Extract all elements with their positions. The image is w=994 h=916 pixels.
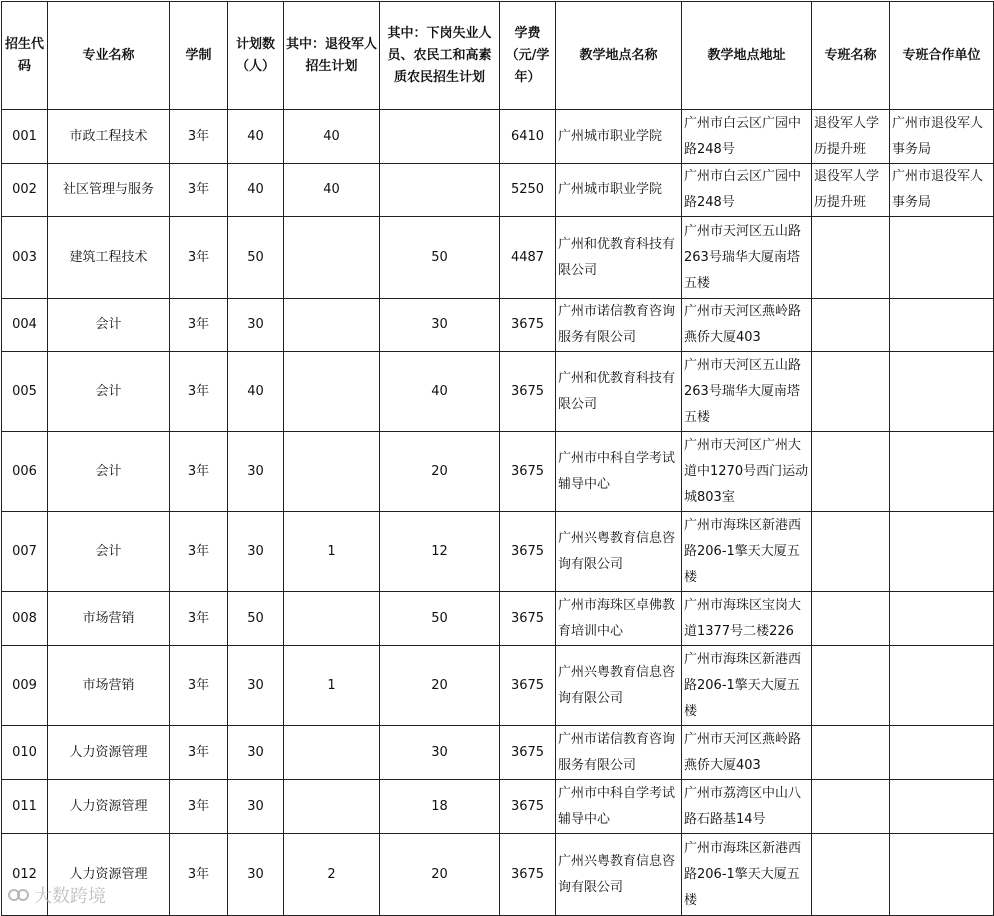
header-laid-off: 其中：下岗失业人员、农民工和高素质农民招生计划 [380,2,500,110]
cell-tuition: 3675 [500,432,556,512]
cell-veterans: 1 [284,512,380,592]
cell-veterans [284,780,380,834]
cell-laid-off: 20 [380,646,500,726]
cell-code: 003 [2,217,48,299]
cell-major: 人力资源管理 [48,834,170,916]
header-site-name: 教学地点名称 [556,2,682,110]
cell-veterans [284,299,380,352]
cell-veterans [284,726,380,780]
cell-duration: 3年 [170,512,228,592]
cell-duration: 3年 [170,646,228,726]
cell-site-addr: 广州市海珠区新港西路206-1擎天大厦五楼 [682,646,812,726]
cell-site-name: 广州市中科自学考试辅导中心 [556,432,682,512]
cell-code: 012 [2,834,48,916]
cell-veterans [284,592,380,646]
enrollment-table [1,1,994,916]
watermark-text: 大数跨境 [34,886,106,907]
cell-major: 会计 [48,299,170,352]
cell-class-name [812,780,890,834]
cell-site-addr: 广州市天河区五山路263号瑞华大厦南塔五楼 [682,352,812,432]
cell-plan: 50 [228,592,284,646]
cell-plan: 30 [228,780,284,834]
cell-major: 人力资源管理 [48,726,170,780]
cell-partner [890,512,994,592]
header-site-addr: 教学地点地址 [682,2,812,110]
cell-tuition: 4487 [500,217,556,299]
header-row [2,2,994,110]
cell-class-name [812,646,890,726]
cell-code: 005 [2,352,48,432]
cell-tuition: 3675 [500,834,556,916]
cell-plan: 40 [228,164,284,217]
cell-site-addr: 广州市白云区广园中路248号 [682,110,812,164]
cell-tuition: 3675 [500,726,556,780]
cell-laid-off: 50 [380,592,500,646]
cell-site-name: 广州兴粤教育信息咨询有限公司 [556,512,682,592]
cell-class-name: 退役军人学历提升班 [812,110,890,164]
cell-laid-off: 30 [380,726,500,780]
header-duration: 学制 [170,2,228,110]
cell-site-addr: 广州市天河区燕岭路燕侨大厦403 [682,299,812,352]
cell-tuition: 3675 [500,780,556,834]
cell-site-name: 广州市海珠区卓佛教育培训中心 [556,592,682,646]
cell-duration: 3年 [170,299,228,352]
cell-duration: 3年 [170,352,228,432]
table-row [2,834,994,916]
table-row [2,512,994,592]
cell-code: 001 [2,110,48,164]
header-code: 招生代码 [2,2,48,110]
cell-site-name: 广州市诺信教育咨询服务有限公司 [556,726,682,780]
cell-site-addr: 广州市海珠区宝岗大道1377号二楼226 [682,592,812,646]
cell-major: 人力资源管理 [48,780,170,834]
cell-site-name: 广州市中科自学考试辅导中心 [556,780,682,834]
cell-tuition: 5250 [500,164,556,217]
cell-partner [890,726,994,780]
cell-class-name [812,592,890,646]
cell-veterans: 1 [284,646,380,726]
cell-plan: 30 [228,726,284,780]
cell-class-name [812,217,890,299]
cell-laid-off [380,164,500,217]
cell-code: 007 [2,512,48,592]
table-row [2,164,994,217]
cell-duration: 3年 [170,726,228,780]
cell-duration: 3年 [170,432,228,512]
cell-major: 会计 [48,352,170,432]
cell-veterans: 2 [284,834,380,916]
cell-site-name: 广州和优教育科技有限公司 [556,217,682,299]
table-row [2,217,994,299]
cell-laid-off: 20 [380,834,500,916]
cell-site-name: 广州市诺信教育咨询服务有限公司 [556,299,682,352]
table-row [2,780,994,834]
cell-class-name [812,726,890,780]
table-row [2,726,994,780]
cell-partner: 广州市退役军人事务局 [890,110,994,164]
cell-laid-off: 12 [380,512,500,592]
table-row [2,592,994,646]
cell-site-addr: 广州市海珠区新港西路206-1擎天大厦五楼 [682,834,812,916]
cell-laid-off: 18 [380,780,500,834]
cell-major: 建筑工程技术 [48,217,170,299]
cell-partner: 广州市退役军人事务局 [890,164,994,217]
cell-site-name: 广州兴粤教育信息咨询有限公司 [556,646,682,726]
cell-plan: 30 [228,646,284,726]
cell-site-name: 广州城市职业学院 [556,110,682,164]
header-class-name: 专班名称 [812,2,890,110]
header-partner: 专班合作单位 [890,2,994,110]
cell-major: 会计 [48,512,170,592]
cell-tuition: 3675 [500,299,556,352]
cell-plan: 30 [228,512,284,592]
cell-duration: 3年 [170,217,228,299]
cell-site-addr: 广州市天河区广州大道中1270号西门运动城803室 [682,432,812,512]
cell-site-addr: 广州市荔湾区中山八路石路基14号 [682,780,812,834]
cell-major: 市政工程技术 [48,110,170,164]
cell-code: 009 [2,646,48,726]
cell-tuition: 3675 [500,512,556,592]
cell-site-name: 广州兴粤教育信息咨询有限公司 [556,834,682,916]
cell-duration: 3年 [170,164,228,217]
cell-duration: 3年 [170,592,228,646]
watermark [8,882,106,908]
cell-plan: 30 [228,432,284,512]
cell-partner [890,646,994,726]
header-tuition: 学费（元/学年） [500,2,556,110]
cell-code: 008 [2,592,48,646]
cell-plan: 50 [228,217,284,299]
cell-partner [890,592,994,646]
header-plan: 计划数（人） [228,2,284,110]
cell-veterans: 40 [284,164,380,217]
cell-tuition: 3675 [500,646,556,726]
cell-veterans [284,432,380,512]
cell-plan: 40 [228,352,284,432]
cell-class-name [812,834,890,916]
cell-class-name [812,352,890,432]
cell-partner [890,780,994,834]
cell-laid-off: 50 [380,217,500,299]
cell-code: 011 [2,780,48,834]
cell-class-name [812,512,890,592]
cell-partner [890,352,994,432]
cell-site-addr: 广州市天河区五山路263号瑞华大厦南塔五楼 [682,217,812,299]
cell-laid-off: 30 [380,299,500,352]
table-row [2,352,994,432]
cell-duration: 3年 [170,780,228,834]
cell-veterans [284,217,380,299]
cell-partner [890,217,994,299]
cell-site-addr: 广州市白云区广园中路248号 [682,164,812,217]
cell-code: 004 [2,299,48,352]
cell-major: 社区管理与服务 [48,164,170,217]
cell-veterans [284,352,380,432]
header-veterans: 其中：退役军人招生计划 [284,2,380,110]
cell-partner [890,432,994,512]
cell-tuition: 6410 [500,110,556,164]
cell-tuition: 3675 [500,352,556,432]
table-row [2,110,994,164]
cell-class-name [812,432,890,512]
cell-site-addr: 广州市天河区燕岭路燕侨大厦403 [682,726,812,780]
cell-major: 市场营销 [48,646,170,726]
watermark-logo-icon [8,886,30,904]
cell-class-name [812,299,890,352]
table-row [2,299,994,352]
cell-plan: 30 [228,834,284,916]
cell-code: 002 [2,164,48,217]
cell-partner [890,834,994,916]
cell-duration: 3年 [170,110,228,164]
cell-code: 010 [2,726,48,780]
cell-laid-off [380,110,500,164]
cell-tuition: 3675 [500,592,556,646]
cell-veterans: 40 [284,110,380,164]
cell-plan: 40 [228,110,284,164]
table-row [2,432,994,512]
cell-site-name: 广州城市职业学院 [556,164,682,217]
cell-site-addr: 广州市海珠区新港西路206-1擎天大厦五楼 [682,512,812,592]
cell-plan: 30 [228,299,284,352]
cell-partner [890,299,994,352]
cell-major: 市场营销 [48,592,170,646]
cell-code: 006 [2,432,48,512]
cell-laid-off: 40 [380,352,500,432]
cell-laid-off: 20 [380,432,500,512]
cell-class-name: 退役军人学历提升班 [812,164,890,217]
cell-duration: 3年 [170,834,228,916]
table-row [2,646,994,726]
cell-site-name: 广州和优教育科技有限公司 [556,352,682,432]
header-major: 专业名称 [48,2,170,110]
cell-major: 会计 [48,432,170,512]
